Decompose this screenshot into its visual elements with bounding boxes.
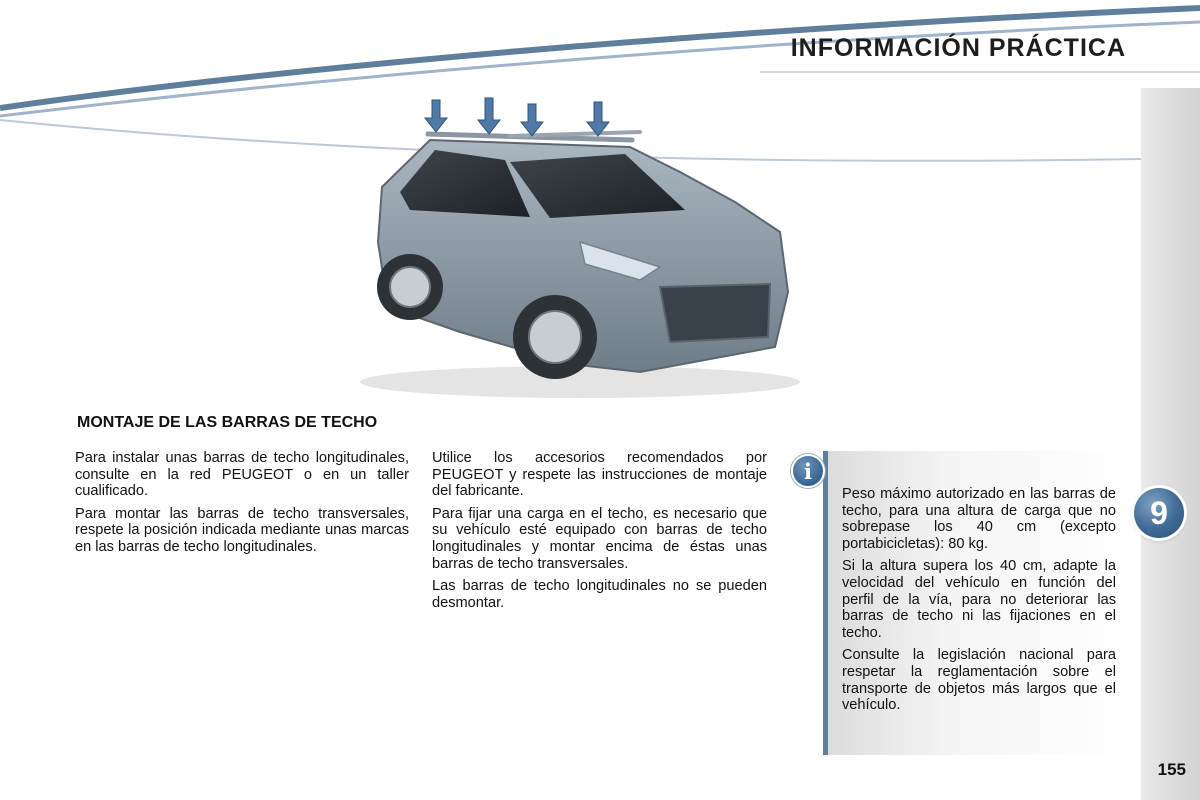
page-number: 155: [1157, 760, 1186, 779]
paragraph: Utilice los accesorios recomendados por PEUGEOT y respete las instrucciones de montaje del fabricante.: [432, 450, 767, 500]
paragraph: Para instalar unas barras de techo longitudinales, consulte en la red PEUGEOT o en un taller cualificado.: [75, 450, 409, 500]
paragraph: Para montar las barras de techo transversales, respete la posición indicada mediante unas marcas en las barras de techo longitudinales.: [75, 505, 409, 555]
chapter-side-tab: [1141, 88, 1200, 800]
roof-bar-marker-arrow-icon: [425, 98, 609, 136]
info-paragraph: Consulte la legislación nacional para respetar la reglamentación sobre el transporte de objetos más largos que el vehículo.: [842, 647, 1116, 714]
section-title: INFORMACIÓN PRÁCTICA: [790, 34, 1126, 62]
chapter-badge[interactable]: 9: [1134, 488, 1184, 538]
middle-text-column: [432, 450, 767, 617]
info-icon: i: [791, 454, 825, 488]
rear-rim: [390, 267, 430, 307]
front-rim: [529, 311, 581, 363]
paragraph: Las barras de techo longitudinales no se pueden desmontar.: [432, 578, 767, 611]
left-text-column: [75, 450, 409, 562]
paragraph: Para fijar una carga en el techo, es necesario que su vehículo esté equipado con barras de techo longitudinales y montar encima de éstas unas barras de techo transversales.: [432, 505, 767, 572]
info-paragraph: Peso máximo autorizado en las barras de techo, para una altura de carga que no sobrepase los 40 cm (excepto portabicicletas): 80 kg.: [842, 486, 1116, 552]
roof-bar-car-illustration: [340, 92, 810, 402]
front-grille: [660, 284, 770, 342]
info-paragraph: Si la altura supera los 40 cm, adapte la velocidad del vehículo en función del perfil de la vía, para no deteriorar las barras de techo ni las fijaciones en el techo.: [842, 558, 1116, 641]
info-box-text: [842, 486, 1116, 720]
mounting-section-title: MONTAJE DE LAS BARRAS DE TECHO: [77, 414, 378, 431]
car-shadow: [360, 366, 800, 398]
